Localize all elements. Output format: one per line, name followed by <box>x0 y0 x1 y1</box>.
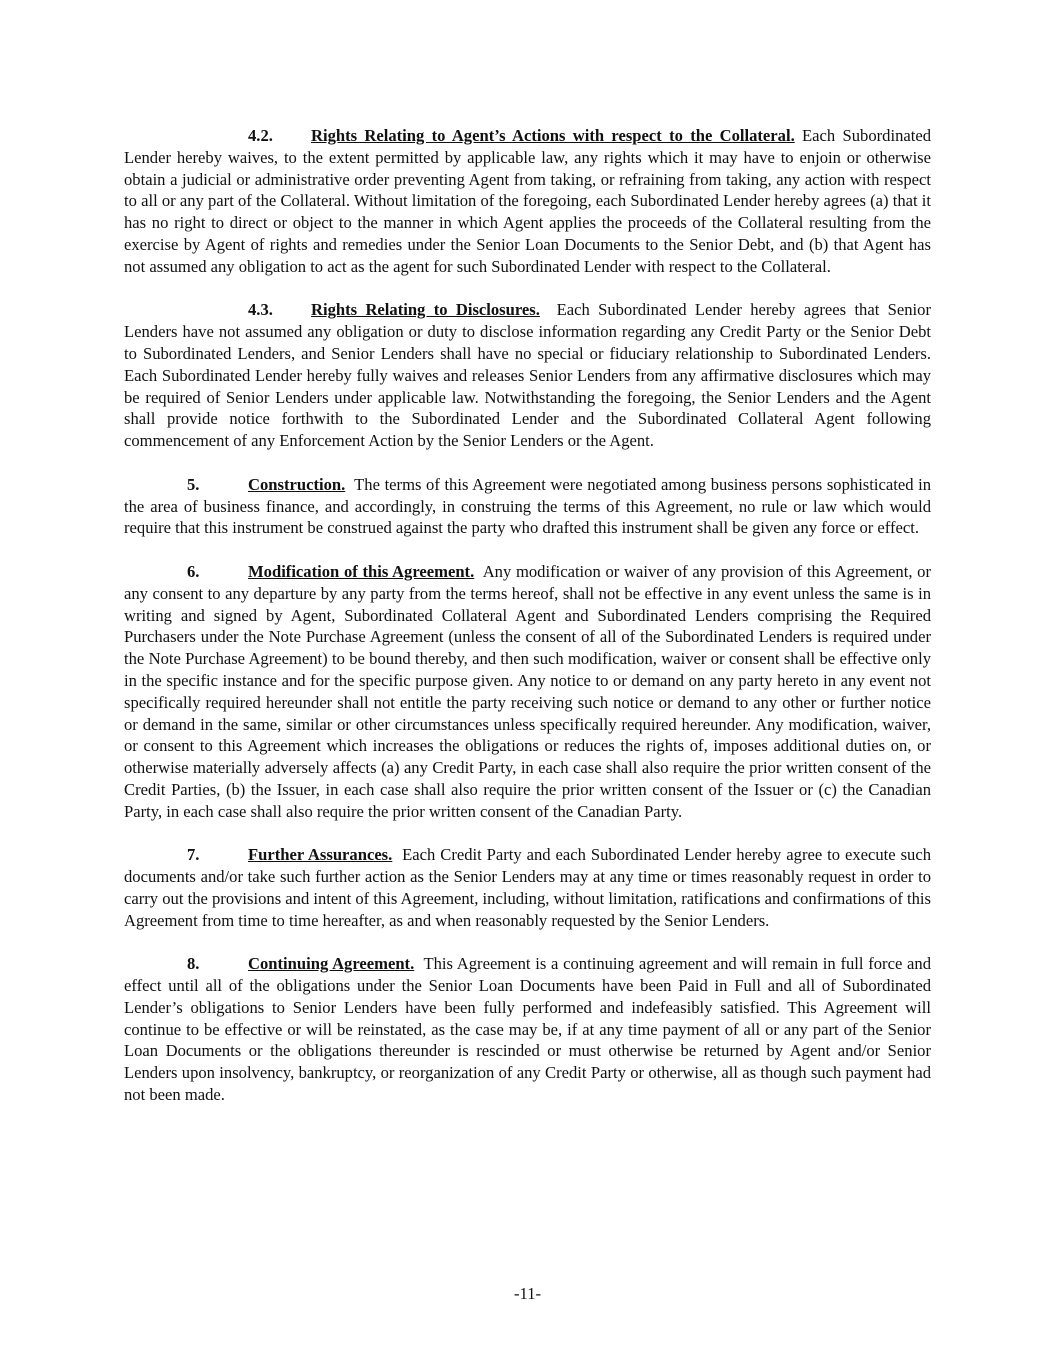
section-number: 8. <box>187 954 200 974</box>
section-number: 4.3. <box>248 300 273 320</box>
document-page <box>124 125 931 1128</box>
section-body: Each Subordinated Lender hereby agrees that Senior Lenders have not assumed any obligation or duty to disclose information regarding any Credit Party or the Senior Debt to Subordinated Lenders, and Senior Lenders shall have no special or fiduciary relationship to Subordinated Lenders. Each Subordinated Lender hereby fully waives and releases Senior Lenders from any affirmative disclosures which may be required of Senior Lenders under applicable law. Notwithstanding the foregoing, the Senior Lenders and the Agent shall provide notice forthwith to the Subordinated Lender and the Subordinated Collateral Agent following commencement of any Enforcement Action by the Senior Lenders or the Agent. <box>124 300 931 451</box>
section-heading: Construction. <box>248 474 346 494</box>
page-number: -11- <box>513 1284 542 1303</box>
section-number: 5. <box>187 474 200 494</box>
section-8 <box>124 953 931 1106</box>
section-heading: Continuing Agreement. <box>248 954 415 974</box>
section-heading: Rights Relating to Disclosures. <box>311 300 540 320</box>
section-7 <box>124 844 931 931</box>
section-number: 4.2. <box>248 126 273 145</box>
section-body: Each Credit Party and each Subordinated Lender hereby agree to execute such documents and/or take such further action as the Senior Lenders may at any time or times reasonably request in order to carry out the provisions and intent of this Agreement, including, without limitation, ratifications and confirmations of this Agreement from time to time hereafter, as and when reasonably requested by the Senior Lenders. <box>124 845 931 930</box>
section-4-3 <box>124 299 931 452</box>
section-number: 7. <box>187 845 200 865</box>
section-number: 6. <box>187 561 200 581</box>
section-5 <box>124 474 931 539</box>
section-heading: Further Assurances. <box>248 845 393 865</box>
section-4-2 <box>124 125 931 278</box>
section-body: Any modification or waiver of any provision of this Agreement, or any consent to any departure by any party from the terms hereof, shall not be effective in any event unless the same is in writing and signed by Agent, Subordinated Collateral Agent and Subordinated Lenders comprising the Required Purchasers under the Note Purchase Agreement (unless the consent of all of the Subordinated Lenders is required under the Note Purchase Agreement) to be bound thereby, and then such modification, waiver or consent shall be effective only in the specific instance and for the specific purpose given. Any notice to or demand on any party hereto in any event not specifically required hereunder shall not entitle the party receiving such notice or demand to any other or further notice or demand in the same, similar or other circumstances unless specifically required hereunder. Any modification, waiver, or consent to this Agreement which increases the obligations or reduces the rights of, imposes additional duties on, or otherwise materially adversely affects (a) any Credit Party, in each case shall also require the prior written consent of the Credit Parties, (b) the Issuer, in each case shall also require the prior written consent of the Issuer or (c) the Canadian Party, in each case shall also require the prior written consent of the Canadian Party. <box>124 561 931 821</box>
section-body: This Agreement is a continuing agreement and will remain in full force and effect until all of the obligations under the Senior Loan Documents have been Paid in Full and all of Subordinated Lender’s obligations to Senior Lenders have been fully performed and indefeasibly satisfied. This Agreement will continue to be effective or will be reinstated, as the case may be, if at any time payment of all or any part of the Senior Loan Documents or the obligations thereunder is rescinded or must otherwise be returned by Agent and/or Senior Lenders upon insolvency, bankruptcy, or reorganization of any Credit Party or otherwise, all as though such payment had not been made. <box>124 954 932 1105</box>
section-heading: Rights Relating to Agent’s Actions with respect to the Collateral. <box>311 126 795 145</box>
section-heading: Modification of this Agreement. <box>248 561 475 581</box>
section-body: Each Subordinated Lender hereby waives, to the extent permitted by applicable law, any rights which it may have to enjoin or otherwise obtain a judicial or administrative order preventing Agent from taking, or refraining from taking, any action with respect to all or any part of the Collateral. Without limitation of the foregoing, each Subordinated Lender hereby agrees (a) that it has no right to direct or object to the manner in which Agent applies the proceeds of the Collateral resulting from the exercise by Agent of rights and remedies under the Senior Loan Documents to the Senior Debt, and (b) that Agent has not assumed any obligation to act as the agent for such Subordinated Lender with respect to the Collateral. <box>124 126 931 276</box>
section-body: The terms of this Agreement were negotiated among business persons sophisticated in the area of business finance, and accordingly, in construing the terms of this Agreement, no rule or law which would require that this instrument be construed against the party who drafted this instrument shall be given any force or effect. <box>124 474 931 538</box>
section-6 <box>124 561 931 823</box>
